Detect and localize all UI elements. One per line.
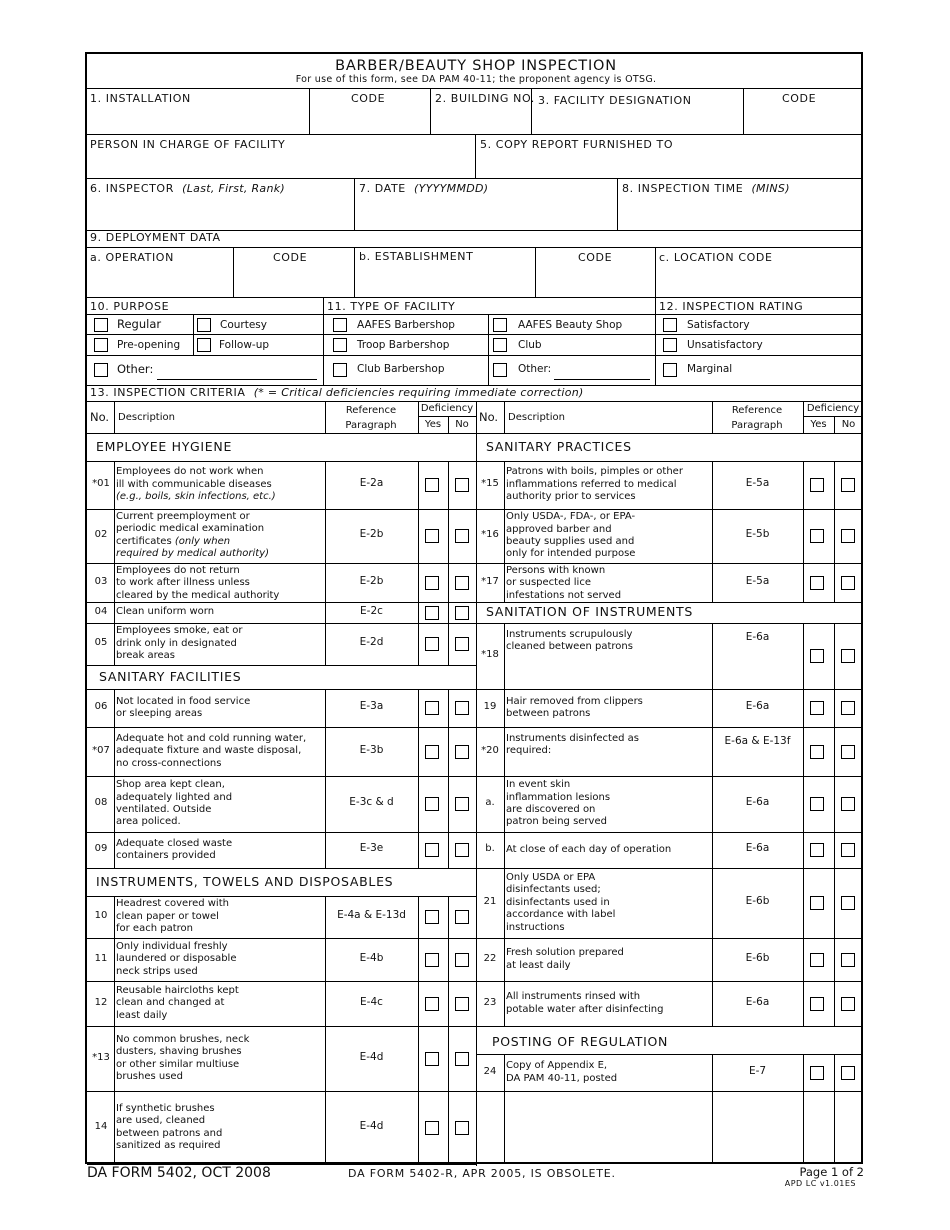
rating-satisfactory-checkbox[interactable] bbox=[663, 318, 677, 332]
item-number: *20 bbox=[481, 744, 499, 756]
col-ref-left-2: Paragraph bbox=[345, 420, 397, 431]
deficiency-yes-checkbox[interactable] bbox=[810, 1066, 824, 1080]
item-description: Only individual freshly laundered or disposable neck strips used bbox=[116, 940, 237, 977]
purpose-pre-opening-label: Pre-opening bbox=[117, 339, 181, 351]
item-reference: E-6b bbox=[745, 895, 770, 907]
item-description: Patrons with boils, pimples or other inflammations referred to medical authority prior to services bbox=[506, 466, 683, 503]
item-reference: E-2c bbox=[360, 604, 383, 617]
form-subtitle: For use of this form, see DA PAM 40-11; the proponent agency is OTSG. bbox=[295, 74, 657, 85]
deficiency-no-checkbox[interactable] bbox=[455, 606, 469, 620]
item-reference: E-5b bbox=[745, 528, 770, 540]
item-reference: E-4b bbox=[359, 951, 384, 964]
deficiency-no-checkbox[interactable] bbox=[455, 745, 469, 759]
form-id: DA FORM 5402, OCT 2008 bbox=[87, 1165, 271, 1181]
item-description: No common brushes, neck dusters, shaving brushes or other similar multiuse brushes used bbox=[116, 1033, 250, 1082]
purpose-other-input[interactable] bbox=[157, 379, 317, 380]
item-reference: E-4d bbox=[359, 1119, 384, 1132]
deficiency-yes-checkbox[interactable] bbox=[425, 606, 439, 620]
deficiency-no-checkbox[interactable] bbox=[455, 797, 469, 811]
deficiency-yes-checkbox[interactable] bbox=[810, 797, 824, 811]
version-label: APD LC v1.01ES bbox=[784, 1179, 856, 1188]
deficiency-no-checkbox[interactable] bbox=[841, 576, 855, 590]
item-description: Employees do not work when ill with communicable diseases (e.g., boils, skin infections, etc.) bbox=[116, 466, 276, 503]
item-description: Employees smoke, eat or drink only in designated break areas bbox=[116, 625, 243, 662]
item-number: 24 bbox=[483, 1065, 497, 1077]
deficiency-no-checkbox[interactable] bbox=[841, 745, 855, 759]
operation-label: a. OPERATION bbox=[90, 251, 174, 264]
inspector-label: 6. INSPECTOR (Last, First, Rank) bbox=[90, 182, 285, 195]
deficiency-yes-checkbox[interactable] bbox=[810, 997, 824, 1011]
item-description: Current preemployment or periodic medical examination certificates (only when required by medical authority) bbox=[116, 511, 270, 560]
item-description: At close of each day of operation bbox=[506, 843, 672, 855]
item-number: *16 bbox=[481, 529, 499, 540]
section-sanitation-instruments: SANITATION OF INSTRUMENTS bbox=[486, 604, 694, 619]
deficiency-no-checkbox[interactable] bbox=[455, 529, 469, 543]
deficiency-yes-checkbox[interactable] bbox=[425, 1121, 439, 1135]
item-reference: E-3c & d bbox=[349, 796, 394, 808]
col-desc-left: Description bbox=[118, 412, 175, 423]
item-description: Headrest covered with clean paper or towel for each patron bbox=[116, 898, 229, 935]
purpose-courtesy-checkbox[interactable] bbox=[197, 318, 211, 332]
deficiency-yes-checkbox[interactable] bbox=[810, 576, 824, 590]
col-ref-left-1: Reference bbox=[345, 405, 397, 416]
facility-aafes-barbershop-label: AAFES Barbershop bbox=[357, 319, 455, 331]
facility-troop-barbershop-checkbox[interactable] bbox=[333, 338, 347, 352]
facility-club-barbershop-checkbox[interactable] bbox=[333, 363, 347, 377]
item-description: Instruments scrupulously cleaned between patrons bbox=[506, 629, 633, 653]
rating-marginal-checkbox[interactable] bbox=[663, 363, 677, 377]
item-number: 05 bbox=[94, 637, 108, 648]
deficiency-no-checkbox[interactable] bbox=[841, 896, 855, 910]
item-number: 22 bbox=[483, 952, 497, 964]
item-reference: E-3e bbox=[359, 842, 384, 854]
item-reference: E-5a bbox=[745, 477, 770, 489]
item-description: Only USDA or EPA disinfectants used; disinfectants used in accordance with label instructions bbox=[506, 872, 616, 933]
item-reference: E-3b bbox=[359, 743, 384, 756]
deficiency-yes-checkbox[interactable] bbox=[425, 576, 439, 590]
item-reference: E-6a bbox=[745, 842, 770, 854]
rating-marginal-label: Marginal bbox=[687, 363, 733, 375]
item-description: Instruments disinfected as required: bbox=[506, 733, 639, 757]
item-description: In event skin inflammation lesions are discovered on patron being served bbox=[506, 779, 611, 828]
section-posting-regulation: POSTING OF REGULATION bbox=[492, 1034, 669, 1049]
item-description: Employees do not return to work after illness unless cleared by the medical authority bbox=[116, 565, 280, 601]
deficiency-no-checkbox[interactable] bbox=[841, 649, 855, 663]
col-ref-right-2: Paragraph bbox=[731, 420, 783, 431]
item-reference: E-6a bbox=[745, 700, 770, 712]
col-no-right: No. bbox=[479, 410, 499, 424]
purpose-label: 10. PURPOSE bbox=[90, 300, 170, 313]
item-description: All instruments rinsed with potable water after disinfecting bbox=[506, 991, 664, 1015]
purpose-other-checkbox[interactable] bbox=[94, 363, 108, 377]
rating-unsatisfactory-checkbox[interactable] bbox=[663, 338, 677, 352]
rating-satisfactory-label: Satisfactory bbox=[687, 319, 750, 331]
installation-code-label: CODE bbox=[351, 92, 386, 105]
item-description: If synthetic brushes are used, cleaned between patrons and sanitized as required bbox=[116, 1102, 223, 1151]
rating-unsatisfactory-label: Unsatisfactory bbox=[687, 339, 763, 351]
facility-aafes-beauty-shop-checkbox[interactable] bbox=[493, 318, 507, 332]
item-description: Reusable haircloths kept clean and changed at least daily bbox=[116, 984, 239, 1021]
deficiency-no-checkbox[interactable] bbox=[841, 843, 855, 857]
item-number: *07 bbox=[92, 744, 110, 756]
item-reference: E-2a bbox=[359, 477, 384, 489]
obsolete-note: DA FORM 5402-R, APR 2005, IS OBSOLETE. bbox=[348, 1167, 616, 1180]
deficiency-yes-checkbox[interactable] bbox=[810, 843, 824, 857]
item-description: Persons with known or suspected lice infestations not served bbox=[506, 565, 622, 601]
criteria-label: 13. INSPECTION CRITERIA (* = Critical deficiencies requiring immediate correction) bbox=[90, 386, 584, 399]
date-label: 7. DATE (YYYYMMDD) bbox=[359, 182, 489, 195]
item-description: Shop area kept clean, adequately lighted and ventilated. Outside area policed. bbox=[116, 779, 233, 828]
rating-label: 12. INSPECTION RATING bbox=[659, 300, 804, 313]
deficiency-yes-checkbox[interactable] bbox=[810, 529, 824, 543]
col-desc-right: Description bbox=[508, 412, 565, 423]
facility-club-label: Club bbox=[518, 339, 542, 351]
item-reference: E-4a & E-13d bbox=[337, 909, 406, 921]
facility-aafes-barbershop-checkbox[interactable] bbox=[333, 318, 347, 332]
col-ref-right-1: Reference bbox=[731, 405, 783, 416]
item-description: Adequate closed waste containers provided bbox=[116, 837, 233, 861]
deficiency-no-checkbox[interactable] bbox=[455, 637, 469, 651]
item-description: Clean uniform worn bbox=[116, 606, 215, 618]
deficiency-yes-checkbox[interactable] bbox=[810, 953, 824, 967]
facility-aafes-beauty-shop-label: AAFES Beauty Shop bbox=[518, 319, 623, 331]
item-description: Adequate hot and cold running water, adequate fixture and waste disposal, no cross-connections bbox=[116, 732, 307, 769]
section-instruments-towels: INSTRUMENTS, TOWELS AND DISPOSABLES bbox=[96, 874, 394, 889]
deficiency-yes-checkbox[interactable] bbox=[425, 1052, 439, 1066]
item-reference: E-5a bbox=[745, 574, 770, 587]
purpose-follow-up-checkbox[interactable] bbox=[197, 338, 211, 352]
copy-report-label: 5. COPY REPORT FURNISHED TO bbox=[480, 138, 674, 151]
item-number: 11 bbox=[94, 952, 108, 964]
item-number: 08 bbox=[94, 797, 108, 808]
item-number: *17 bbox=[481, 575, 499, 587]
deficiency-yes-checkbox[interactable] bbox=[810, 649, 824, 663]
item-number: 04 bbox=[94, 605, 108, 617]
item-description: Hair removed from clippers between patrons bbox=[506, 695, 643, 719]
deficiency-yes-checkbox[interactable] bbox=[425, 745, 439, 759]
deficiency-no-checkbox[interactable] bbox=[455, 997, 469, 1011]
facility-club-checkbox[interactable] bbox=[493, 338, 507, 352]
deficiency-no-checkbox[interactable] bbox=[455, 701, 469, 715]
facility-other-label: Other: bbox=[518, 363, 552, 375]
deficiency-no-checkbox[interactable] bbox=[455, 843, 469, 857]
deficiency-no-checkbox[interactable] bbox=[841, 529, 855, 543]
item-number: 23 bbox=[483, 996, 497, 1008]
deficiency-yes-checkbox[interactable] bbox=[810, 701, 824, 715]
building-no-label: 2. BUILDING NO. bbox=[435, 92, 535, 105]
item-reference: E-6a & E-13f bbox=[724, 735, 791, 747]
item-number: *01 bbox=[92, 478, 110, 489]
item-reference: E-6a bbox=[745, 796, 770, 808]
deficiency-yes-checkbox[interactable] bbox=[425, 910, 439, 924]
deficiency-no-checkbox[interactable] bbox=[841, 997, 855, 1011]
person-in-charge-label: PERSON IN CHARGE OF FACILITY bbox=[90, 138, 286, 151]
item-number: *15 bbox=[481, 478, 499, 489]
col-yes-left: Yes bbox=[424, 419, 442, 430]
deficiency-yes-checkbox[interactable] bbox=[810, 896, 824, 910]
purpose-pre-opening-checkbox[interactable] bbox=[94, 338, 108, 352]
item-number: *13 bbox=[92, 1051, 110, 1063]
purpose-courtesy-label: Courtesy bbox=[220, 319, 267, 331]
section-sanitary-practices: SANITARY PRACTICES bbox=[486, 439, 632, 454]
item-reference: E-2b bbox=[359, 574, 384, 587]
deficiency-yes-checkbox[interactable] bbox=[810, 478, 824, 492]
item-number: 10 bbox=[94, 910, 108, 921]
deficiency-no-checkbox[interactable] bbox=[455, 953, 469, 967]
item-description: Copy of Appendix E, DA PAM 40-11, posted bbox=[506, 1060, 618, 1084]
item-number: 09 bbox=[94, 843, 108, 854]
item-number: 06 bbox=[94, 701, 108, 712]
deficiency-no-checkbox[interactable] bbox=[841, 953, 855, 967]
item-reference: E-3a bbox=[359, 700, 384, 712]
item-number: b. bbox=[485, 843, 495, 854]
col-no-def-left: No bbox=[455, 419, 469, 430]
deficiency-no-checkbox[interactable] bbox=[841, 701, 855, 715]
item-reference: E-4c bbox=[360, 995, 383, 1008]
item-number: a. bbox=[485, 797, 495, 808]
deficiency-yes-checkbox[interactable] bbox=[425, 797, 439, 811]
item-number: 21 bbox=[483, 896, 497, 907]
col-def-right: Deficiency bbox=[806, 403, 860, 414]
item-reference: E-6a bbox=[745, 995, 770, 1008]
col-no-left: No. bbox=[90, 410, 110, 424]
deficiency-no-checkbox[interactable] bbox=[455, 576, 469, 590]
item-number: 14 bbox=[94, 1120, 108, 1132]
facility-club-barbershop-label: Club Barbershop bbox=[357, 363, 445, 375]
deficiency-no-checkbox[interactable] bbox=[841, 1066, 855, 1080]
item-number: 03 bbox=[94, 575, 108, 587]
col-yes-right: Yes bbox=[810, 419, 827, 430]
facility-other-input[interactable] bbox=[554, 379, 650, 380]
deficiency-yes-checkbox[interactable] bbox=[425, 529, 439, 543]
item-description: Not located in food service or sleeping areas bbox=[116, 695, 251, 719]
purpose-follow-up-label: Follow-up bbox=[219, 339, 270, 351]
deficiency-no-checkbox[interactable] bbox=[455, 1052, 469, 1066]
item-reference: E-2d bbox=[359, 636, 384, 648]
item-reference: E-7 bbox=[748, 1064, 767, 1077]
deficiency-yes-checkbox[interactable] bbox=[425, 701, 439, 715]
item-reference: E-4d bbox=[359, 1050, 384, 1063]
installation-label: 1. INSTALLATION bbox=[90, 92, 191, 105]
item-number: 02 bbox=[94, 529, 108, 540]
deficiency-yes-checkbox[interactable] bbox=[425, 478, 439, 492]
facility-troop-barbershop-label: Troop Barbershop bbox=[357, 339, 450, 351]
facility-code-label: CODE bbox=[782, 92, 817, 105]
col-def-left: Deficiency bbox=[420, 403, 474, 414]
facility-designation-label: 3. FACILITY DESIGNATION bbox=[538, 94, 692, 107]
establishment-code-label: CODE bbox=[578, 251, 613, 264]
operation-code-label: CODE bbox=[273, 251, 308, 264]
deficiency-yes-checkbox[interactable] bbox=[425, 953, 439, 967]
item-description: Only USDA-, FDA-, or EPA- approved barber and beauty supplies used and only for intended purpose bbox=[506, 511, 636, 560]
deficiency-yes-checkbox[interactable] bbox=[425, 843, 439, 857]
facility-other-checkbox[interactable] bbox=[493, 363, 507, 377]
section-sanitary-facilities: SANITARY FACILITIES bbox=[99, 669, 242, 684]
facility-type-label: 11. TYPE OF FACILITY bbox=[327, 300, 456, 313]
location-code-label: c. LOCATION CODE bbox=[659, 251, 773, 264]
page-number: Page 1 of 2 bbox=[799, 1165, 864, 1179]
deficiency-no-checkbox[interactable] bbox=[455, 478, 469, 492]
inspection-time-label: 8. INSPECTION TIME (MINS) bbox=[622, 182, 790, 195]
establishment-label: b. ESTABLISHMENT bbox=[359, 250, 474, 263]
deficiency-yes-checkbox[interactable] bbox=[425, 997, 439, 1011]
item-reference: E-2b bbox=[359, 528, 384, 540]
deficiency-no-checkbox[interactable] bbox=[455, 1121, 469, 1135]
purpose-other-label: Other: bbox=[117, 362, 154, 376]
col-no-def-right: No bbox=[841, 419, 856, 430]
deficiency-no-checkbox[interactable] bbox=[841, 797, 855, 811]
deployment-data-label: 9. DEPLOYMENT DATA bbox=[90, 231, 221, 244]
deficiency-no-checkbox[interactable] bbox=[455, 910, 469, 924]
form-title: BARBER/BEAUTY SHOP INSPECTION bbox=[335, 58, 617, 74]
item-reference: E-6a bbox=[745, 631, 770, 643]
item-number: 19 bbox=[483, 701, 497, 712]
deficiency-yes-checkbox[interactable] bbox=[810, 745, 824, 759]
item-reference: E-6b bbox=[745, 951, 770, 964]
purpose-regular-label: Regular bbox=[117, 317, 162, 331]
item-number: *18 bbox=[481, 649, 499, 660]
deficiency-yes-checkbox[interactable] bbox=[425, 637, 439, 651]
item-description: Fresh solution prepared at least daily bbox=[506, 947, 624, 971]
inspection-form bbox=[85, 52, 863, 1164]
deficiency-no-checkbox[interactable] bbox=[841, 478, 855, 492]
purpose-regular-checkbox[interactable] bbox=[94, 318, 108, 332]
section-employee-hygiene: EMPLOYEE HYGIENE bbox=[96, 439, 233, 454]
item-number: 12 bbox=[94, 996, 108, 1008]
